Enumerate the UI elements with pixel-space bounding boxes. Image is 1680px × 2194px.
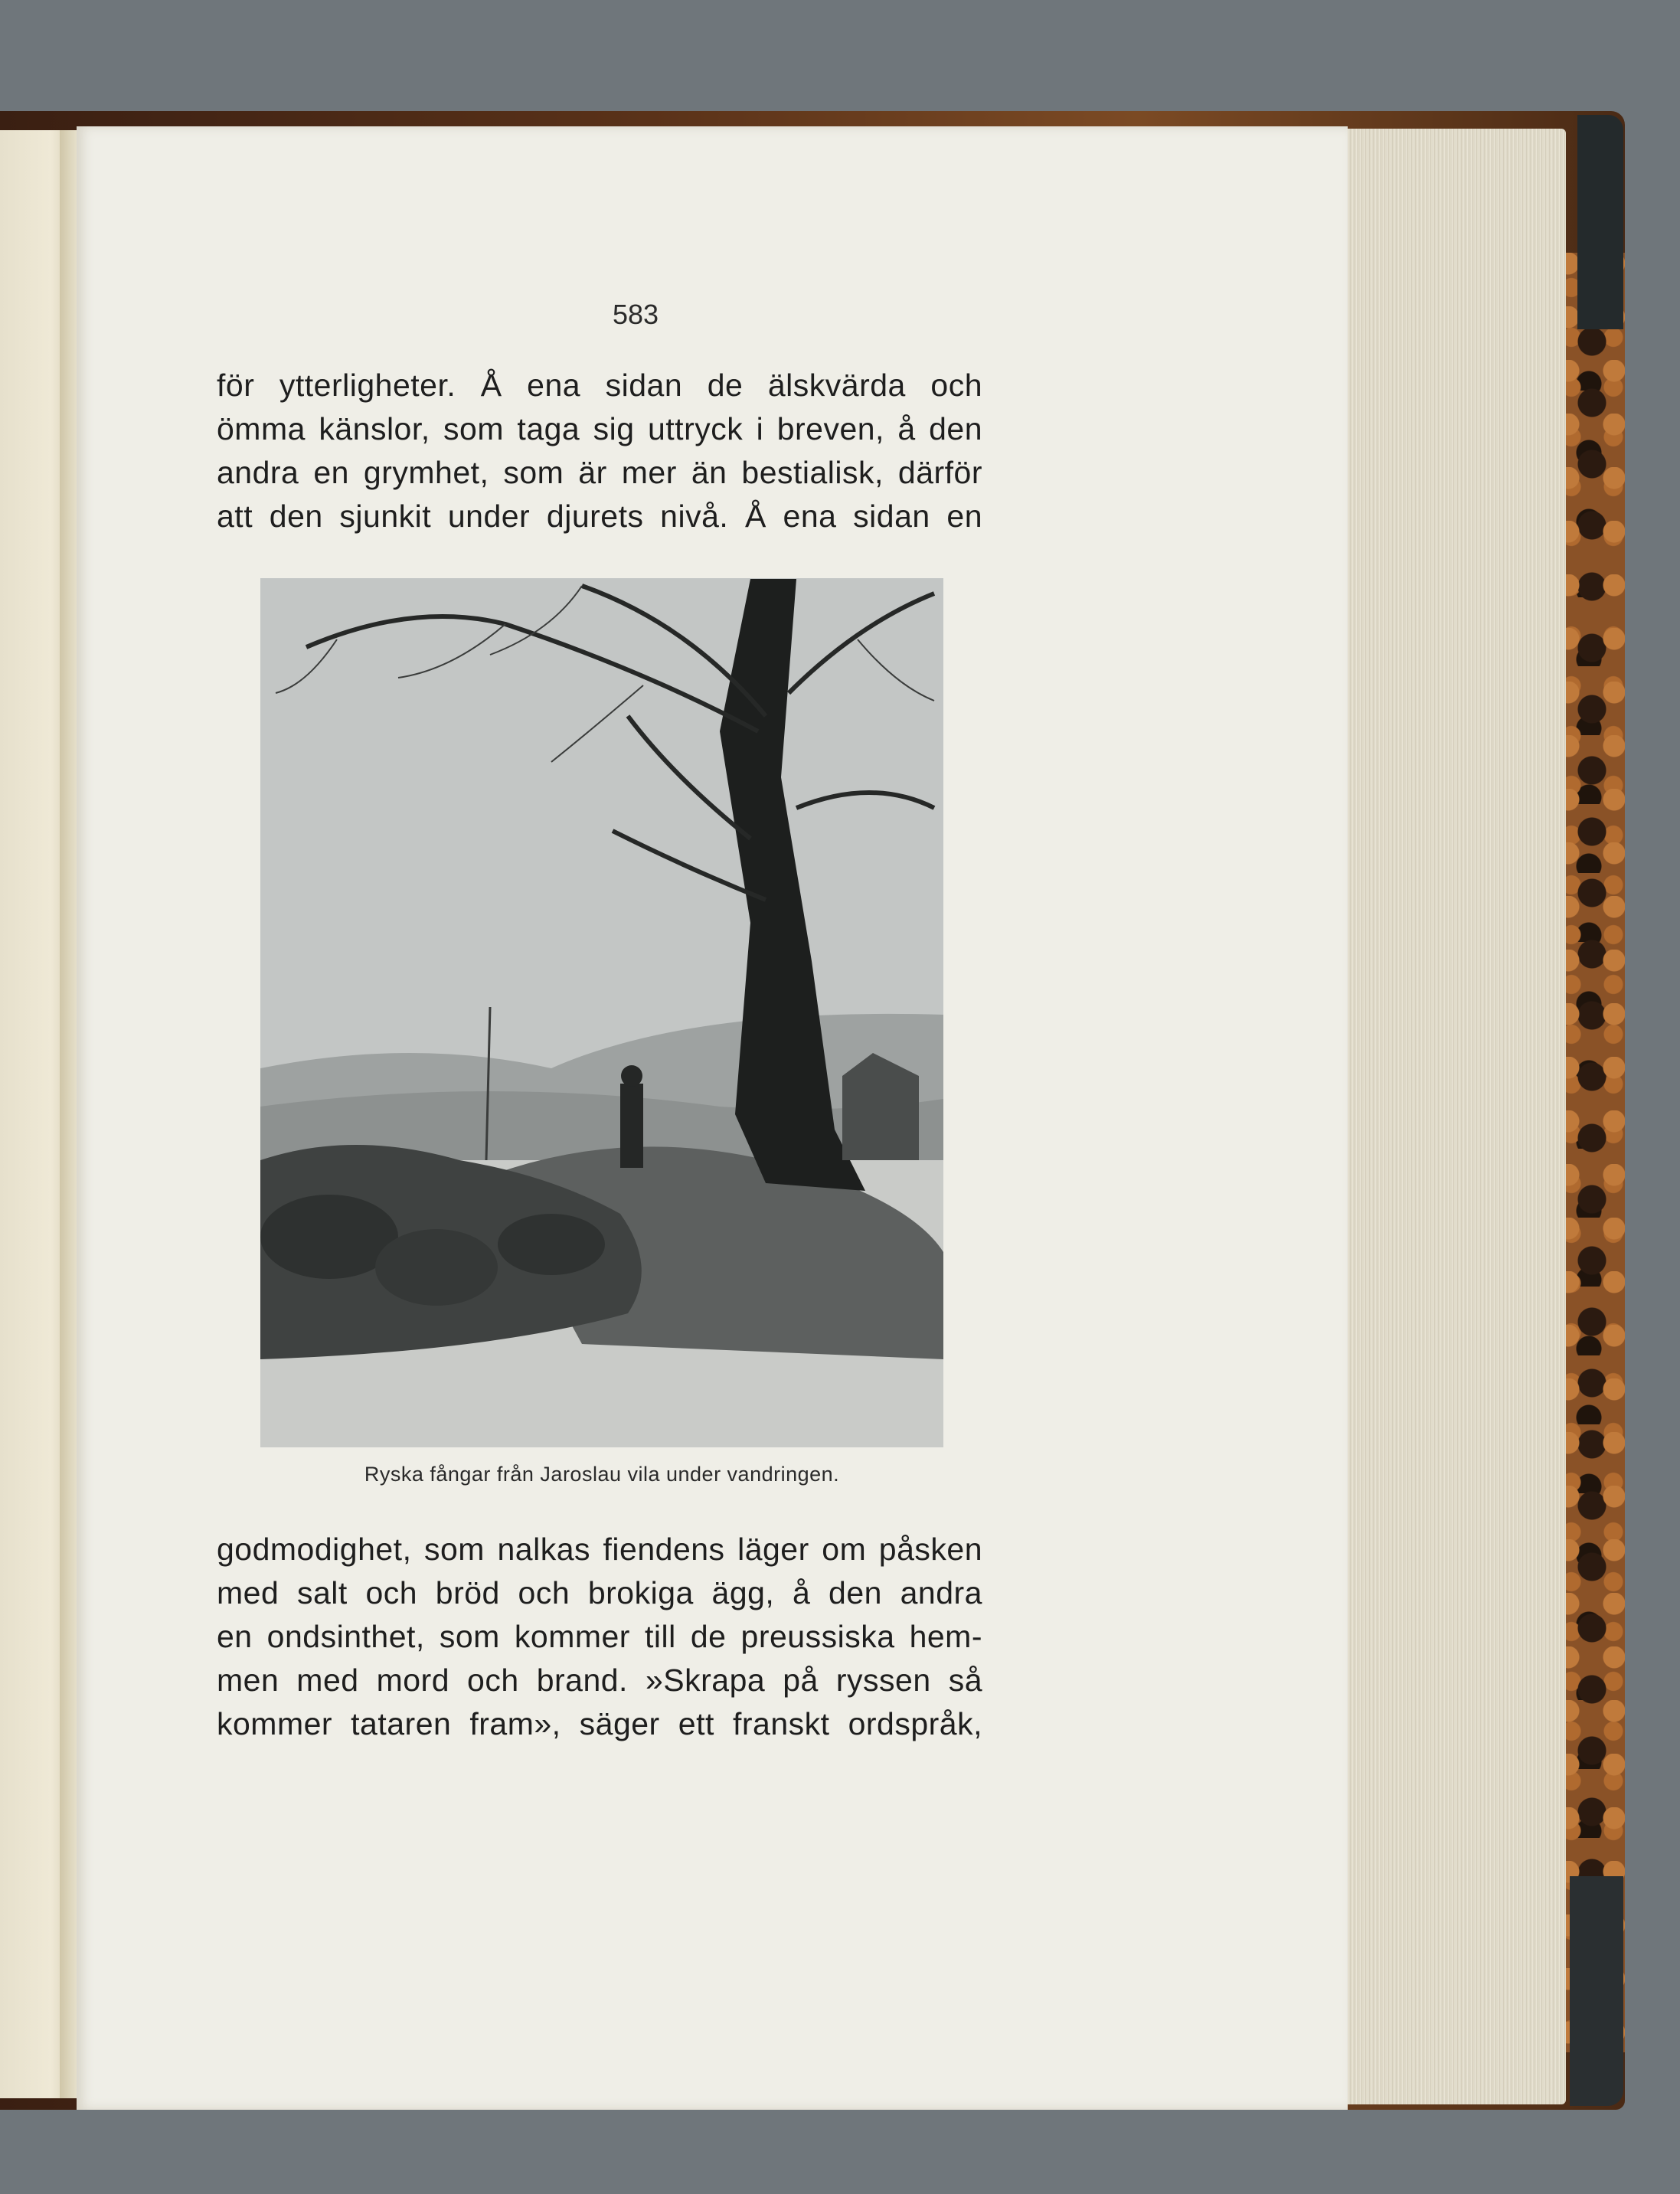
photograph-drawing — [260, 578, 943, 1447]
right-page — [77, 126, 1348, 2110]
text-line: för ytterligheter. Å ena sidan de älskvärda och — [217, 368, 982, 403]
page-number: 583 — [612, 299, 659, 330]
text-line: kommer tataren fram», säger ett franskt ordspråk, — [217, 1706, 982, 1741]
text-line: men med mord och brand. »Skrapa på ryssen så — [217, 1663, 982, 1698]
text-line: med salt och bröd och brokiga ägg, å den andra — [217, 1575, 982, 1610]
photograph — [260, 578, 943, 1447]
text-line: andra en grymhet, som är mer än bestialisk, därför — [217, 455, 982, 490]
text-line: en ondsinthet, som kommer till de preussiska hem- — [217, 1619, 982, 1654]
spine-corner-top — [1577, 115, 1623, 329]
spine-corner-bottom — [1570, 1876, 1623, 2106]
text-line: godmodighet, som nalkas fiendens läger om påsken — [217, 1532, 982, 1567]
paragraph-bottom — [217, 1528, 982, 1746]
page-edges — [1344, 129, 1566, 2104]
photo-caption: Ryska fångar från Jaroslau vila under vandringen. — [364, 1463, 840, 1486]
text-line: ömma känslor, som taga sig uttryck i breven, å den — [217, 411, 982, 446]
text-line: att den sjunkit under djurets nivå. Å ena sidan en — [217, 499, 982, 534]
paragraph-top — [217, 364, 982, 538]
